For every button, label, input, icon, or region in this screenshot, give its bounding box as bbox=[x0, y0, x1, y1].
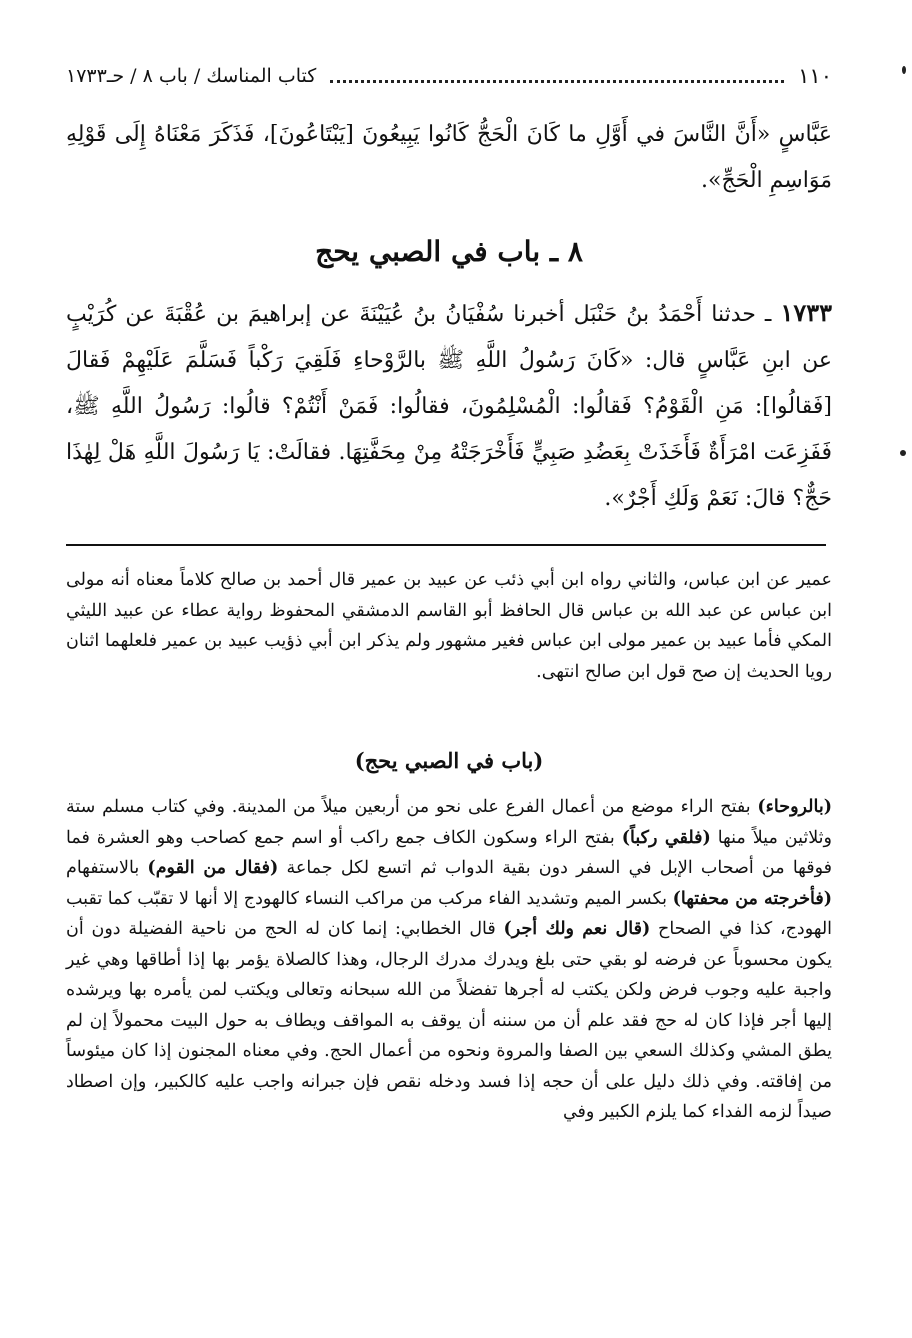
commentary-text: بفتح الراء موضع من أعمال الفرع على نحو من أربعين ميلاً من المدينة. وفي كتاب مسلم ستة وثلاثين ميلاً منها bbox=[66, 797, 832, 848]
commentary-text: قال الخطابي: إنما كان له الحج من ناحية الفضيلة دون أن يكون محسوباً عن فرضه لو بقي حتى بلغ ويدرك مدرك الرجال، وهذا كالصلاة يؤمر بها إذا أطاقها وهي غير واجبة عليه وجوب فرض ولكن يكتب له أجرها تفضلاً من الله سبحانه وتعالى ويكتب لمن يأمره بها ويرشده إليها أجر فإذا كان له حج فقد علم أن من سننه أن يوقف به المواقف ويطاف به حول البيت محمولاً إن لم يطق المشي وكذلك السعي بين الصفا والمروة ونحوه من أعمال الحج. وفي معناه المجنون إذا كان ميئوساً من إفاقته. وفي ذلك دليل على أن حجه إذا فسد ودخله نقص فإن جبرانه واجب عليه كالكبير، وإن اصطاد صيداً لزمه الفداء كما يلزم الكبير وفي bbox=[66, 919, 832, 1122]
hadith-text: ـ حدثنا أَحْمَدُ بنُ حَنْبَل أخبرنا سُفْيَانُ بنُ عُيَيْنَةَ عن إبراهيمَ بن عُقْبَةَ عن كُرَيْبٍ عن ابنِ عَبَّاسٍ قال: «كَانَ رَسُولُ اللَّهِ ﷺ بالرَّوْحاءِ فَلَقِيَ رَكْباً فَسَلَّمَ عَلَيْهِمْ فَقالَ [فَقالُوا]: مَنِ الْقَوْمُ؟ فَقالُوا: الْمُسْلِمُونَ، فقالُوا: فَمَنْ أَنْتُمْ؟ قالُوا: رَسُولُ اللَّهِ ﷺ، فَفَزِعَت امْرَأَةٌ فَأَخَذَتْ بِعَضُدِ صَبِيٍّ فَأَخْرَجَتْهُ مِنْ مِحَفَّتِهَا. فقالَتْ: يَا رَسُولَ اللَّهِ هَلْ لِهٰذَا حَجٌّ؟ قالَ: نَعَمْ وَلَكِ أَجْرٌ». bbox=[66, 302, 832, 511]
quoted-term: (قال نعم ولك أجر) bbox=[503, 919, 651, 939]
hadith-paragraph bbox=[66, 290, 832, 522]
commentary-text: بالاستفهام bbox=[66, 858, 148, 878]
margin-dot bbox=[900, 450, 906, 456]
running-header bbox=[66, 60, 832, 92]
continued-hadith-text: عَبَّاسٍ «أَنَّ النَّاسَ في أَوَّلِ ما كَانَ الْحَجُّ كَانُوا يَبِيعُونَ [يَبْتَاعُونَ]، فَذَكَرَ مَعْنَاهُ إِلَى قَوْلِهِ مَوَاسِمِ الْحَجِّ». bbox=[66, 122, 832, 193]
commentary-main-paragraph bbox=[66, 792, 832, 1128]
chapter-heading: ٨ ـ باب في الصبي يحج bbox=[315, 235, 583, 268]
margin-mark bbox=[902, 66, 906, 74]
page-number: ١١٠ bbox=[798, 64, 832, 88]
hadith-number: ١٧٣٣ bbox=[780, 298, 832, 327]
commentary-sub-heading: (باب في الصبي يحج) bbox=[354, 748, 544, 773]
commentary-top-paragraph: عمير عن ابن عباس، والثاني رواه ابن أبي ذئب عن عبيد بن عمير قال أحمد بن صالح كلاماً معناه أنه مولى ابن عباس عن عبد الله بن عباس قال الحافظ أبو القاسم الدمشقي المحفوظ رواية عطاء عن عبيد الليثي المكي فأما عبيد بن عمير مولى ابن عباس فغير مشهور ولم يذكر ابن أبي ذؤيب عبيد بن عمير فلعلهما اثنان رويا الحديث إن صح قول ابن صالح انتهى. bbox=[66, 570, 832, 682]
commentary-text: بفتح الراء وسكون الكاف جمع راكب أو اسم جمع كصاحب وهو العشرة فما فوقها من أصحاب الإبل في السفر دون بقية الدواب ثم اتسع لكل جماعة bbox=[66, 827, 832, 878]
quoted-term: (فأخرجته من محفتها) bbox=[672, 888, 832, 909]
leader-dots bbox=[330, 78, 784, 83]
breadcrumb: كتاب المناسك / باب ٨ / حـ١٧٣٣ bbox=[66, 65, 317, 87]
quoted-term: (بالروحاء) bbox=[757, 797, 832, 817]
commentary-text: بكسر الميم وتشديد الفاء مركب من مراكب النساء كالهودج إلا أنها لا تقبّب كما تقبب الهودج، كذا في الصحاح bbox=[66, 888, 833, 939]
footnote-divider bbox=[66, 544, 826, 546]
quoted-term: (فقال من القوم) bbox=[147, 858, 279, 878]
quoted-term: (فلقي ركباً) bbox=[621, 827, 711, 848]
